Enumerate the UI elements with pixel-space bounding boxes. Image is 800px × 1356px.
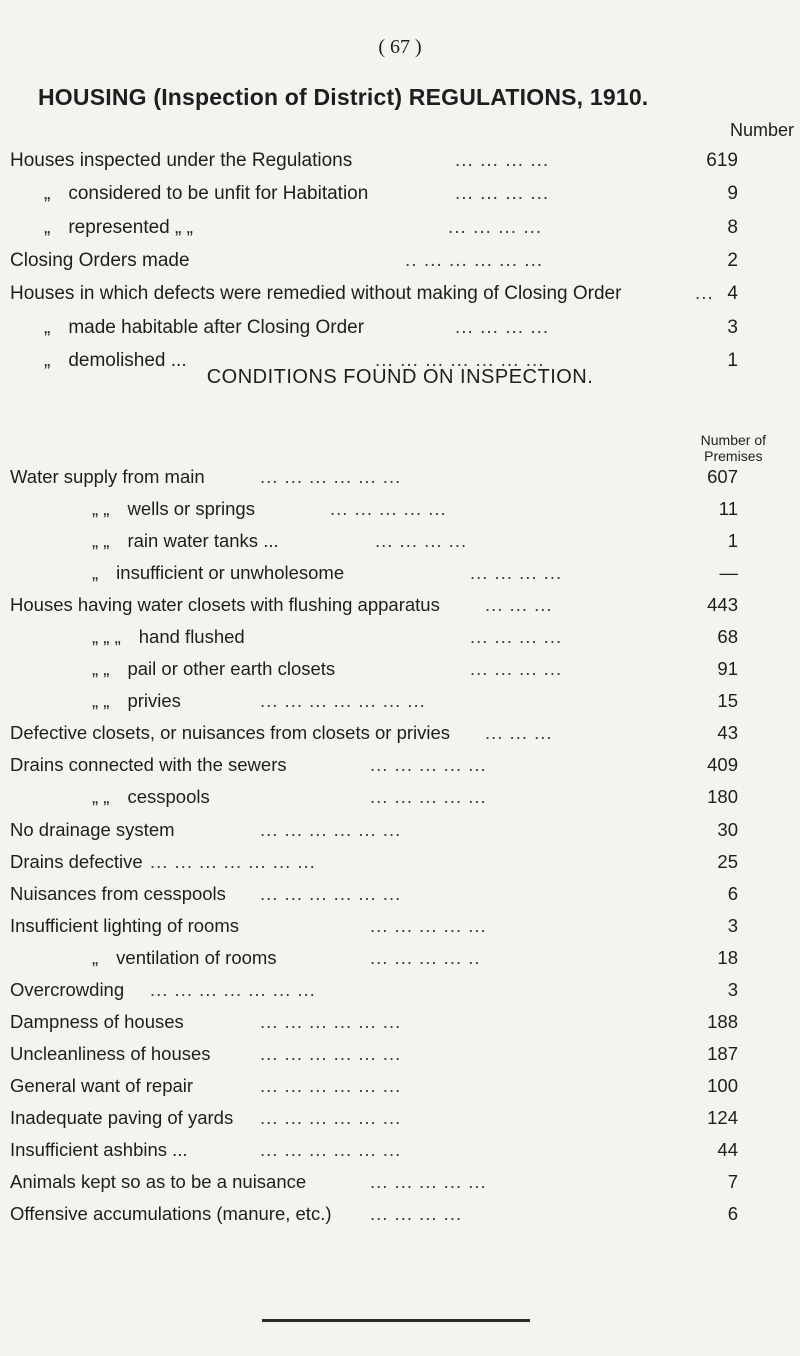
condition-value: 607 <box>707 466 738 487</box>
leader-dots: ... <box>695 283 714 305</box>
condition-value: 1 <box>727 530 738 552</box>
ditto-mark: „ „ <box>92 658 110 680</box>
ditto-mark: „ <box>44 316 51 338</box>
section-title-conditions: CONDITIONS FOUND ON INSPECTION. <box>206 366 594 388</box>
leader-dots: .. ... ... ... ... ... <box>405 250 544 272</box>
condition-label <box>92 622 245 652</box>
condition-label-text: insufficient or unwholesome <box>116 562 345 584</box>
condition-row <box>0 750 800 782</box>
regulation-value: 4 <box>727 283 738 305</box>
column-header-line-2: Premises <box>704 448 763 464</box>
condition-row <box>0 718 800 750</box>
condition-row <box>0 815 800 847</box>
condition-value: 3 <box>727 914 738 936</box>
condition-label-text: rain water tanks ... <box>127 530 279 552</box>
condition-row <box>0 1199 800 1231</box>
condition-value: 30 <box>717 818 738 840</box>
leader-dots: ... ... ... ... <box>370 1203 463 1225</box>
condition-label <box>10 590 440 620</box>
regulation-row <box>0 279 800 312</box>
condition-label-text: Dampness of houses <box>10 1010 184 1032</box>
condition-label-text: cesspools <box>127 786 210 808</box>
condition-value: 7 <box>727 1171 738 1193</box>
condition-row <box>0 590 800 622</box>
regulation-value: 2 <box>727 250 738 272</box>
regulation-row <box>0 146 800 179</box>
regulation-value: 9 <box>727 183 738 205</box>
condition-label-text: Water supply from main <box>10 466 205 487</box>
regulation-label-text: Houses in which defects were remedied without making of Closing Order <box>10 283 622 305</box>
condition-label-text: No drainage system <box>10 818 175 840</box>
condition-value: — <box>719 562 738 584</box>
condition-label-text: Drains connected with the sewers <box>10 754 287 776</box>
leader-dots: ... ... ... ... ... ... <box>260 1074 402 1096</box>
condition-row <box>0 847 800 879</box>
condition-label <box>10 718 450 748</box>
ditto-mark: „ <box>44 216 51 238</box>
regulation-label <box>44 179 368 209</box>
leader-dots: ... ... ... ... ... ... <box>260 466 402 487</box>
ditto-mark: „ <box>92 562 99 584</box>
closing-rule <box>262 1319 530 1322</box>
condition-value: 124 <box>707 1106 738 1128</box>
condition-label-text: Animals kept so as to be a nuisance <box>10 1171 307 1193</box>
regulation-label <box>44 313 364 343</box>
leader-dots: ... ... ... ... ... ... <box>260 818 402 840</box>
leader-dots: ... ... ... ... <box>455 183 550 205</box>
condition-label-text: privies <box>127 690 181 712</box>
condition-label-text: Insufficient ashbins ... <box>10 1138 188 1160</box>
leader-dots: ... ... ... ... <box>455 150 550 171</box>
column-header-premises <box>701 432 766 464</box>
condition-label-text: Offensive accumulations (manure, etc.) <box>10 1203 332 1225</box>
regulation-value: 619 <box>706 150 738 171</box>
leader-dots: ... ... ... ... ... ... ... <box>260 690 426 712</box>
condition-label <box>10 1071 193 1101</box>
leader-dots: ... ... ... ... <box>470 658 563 680</box>
condition-row <box>0 462 800 494</box>
condition-label-text: pail or other earth closets <box>127 658 336 680</box>
condition-label-text: Overcrowding <box>10 978 125 1000</box>
condition-label-text: Houses having water closets with flushing apparatus <box>10 594 440 616</box>
condition-label <box>10 1103 233 1133</box>
condition-label-text: ventilation of rooms <box>116 946 277 968</box>
condition-label <box>10 911 239 941</box>
condition-row <box>0 494 800 526</box>
condition-label <box>92 686 181 716</box>
leader-dots: ... ... ... ... ... <box>330 498 447 520</box>
conditions-list <box>0 462 800 1231</box>
regulation-row <box>0 213 800 246</box>
leader-dots: ... ... ... ... ... <box>370 1171 487 1193</box>
condition-value: 44 <box>717 1138 738 1160</box>
condition-value: 68 <box>717 626 738 648</box>
condition-row <box>0 686 800 718</box>
regulation-value: 8 <box>727 216 738 238</box>
regulation-label <box>10 279 621 309</box>
condition-label-text: General want of repair <box>10 1074 194 1096</box>
regulation-label-text: represented „ „ <box>68 216 193 238</box>
regulation-label <box>44 213 193 243</box>
condition-label <box>10 815 175 845</box>
condition-row <box>0 654 800 686</box>
page-title: HOUSING (Inspection of District) REGULATIONS, 1910. <box>38 84 649 110</box>
condition-label <box>10 1135 188 1165</box>
condition-row <box>0 1167 800 1199</box>
leader-dots: ... ... ... ... ... ... <box>260 1138 402 1160</box>
condition-value: 91 <box>717 658 738 680</box>
leader-dots: ... ... ... ... ... ... <box>260 1042 402 1064</box>
ditto-mark: „ „ <box>92 530 110 552</box>
condition-row <box>0 911 800 943</box>
condition-value: 100 <box>707 1074 738 1096</box>
condition-row <box>0 782 800 814</box>
ditto-mark: „ „ „ <box>92 626 121 648</box>
ditto-mark: „ „ <box>92 498 110 520</box>
leader-dots: ... ... ... ... ... ... ... <box>150 850 316 872</box>
condition-value: 15 <box>717 690 738 712</box>
condition-label <box>10 879 226 909</box>
leader-dots: ... ... ... ... <box>375 530 468 552</box>
condition-label <box>92 654 335 684</box>
regulation-label <box>10 146 352 176</box>
condition-label-text: hand flushed <box>138 626 245 648</box>
regulation-row <box>0 246 800 279</box>
regulation-label-text: Closing Orders made <box>10 250 190 272</box>
condition-label-text: Insufficient lighting of rooms <box>10 914 239 936</box>
regulation-label <box>10 246 190 276</box>
condition-label <box>92 526 279 556</box>
condition-label <box>10 975 124 1005</box>
condition-row <box>0 1103 800 1135</box>
condition-value: 6 <box>727 882 738 904</box>
condition-value: 6 <box>727 1203 738 1225</box>
condition-label-text: wells or springs <box>127 498 255 520</box>
condition-value: 180 <box>707 786 738 808</box>
condition-label <box>92 943 277 973</box>
page-number: ( 67 ) <box>378 36 422 58</box>
condition-value: 443 <box>707 594 738 616</box>
regulation-value: 3 <box>727 316 738 338</box>
regulation-label-text: considered to be unfit for Habitation <box>68 183 369 205</box>
leader-dots: ... ... ... ... .. <box>370 946 481 968</box>
condition-row <box>0 1135 800 1167</box>
condition-label <box>10 462 205 492</box>
leader-dots: ... ... ... ... ... ... ... <box>150 978 316 1000</box>
condition-row <box>0 1039 800 1071</box>
condition-value: 188 <box>707 1010 738 1032</box>
regulation-value: 1 <box>727 350 738 372</box>
condition-row <box>0 526 800 558</box>
condition-value: 187 <box>707 1042 738 1064</box>
condition-label <box>10 750 287 780</box>
leader-dots: ... ... ... ... <box>455 316 550 338</box>
condition-label <box>92 558 344 588</box>
leader-dots: ... ... ... ... ... ... <box>260 1106 402 1128</box>
condition-row <box>0 975 800 1007</box>
condition-label-text: Inadequate paving of yards <box>10 1106 234 1128</box>
leader-dots: ... ... ... ... ... <box>370 754 487 776</box>
leader-dots: ... ... ... ... <box>470 562 563 584</box>
regulation-label-text: demolished ... <box>68 350 187 372</box>
regulations-list <box>0 146 800 379</box>
ditto-mark: „ „ <box>92 786 110 808</box>
condition-value: 18 <box>717 946 738 968</box>
column-header-line-1: Number of <box>700 432 766 448</box>
condition-row <box>0 558 800 590</box>
ditto-mark: „ <box>44 350 51 372</box>
ditto-mark: „ <box>44 183 51 205</box>
condition-label-text: Uncleanliness of houses <box>10 1042 211 1064</box>
regulation-label-text: made habitable after Closing Order <box>68 316 365 338</box>
condition-label-text: Defective closets, or nuisances from closets or privies <box>10 722 451 744</box>
regulation-row <box>0 313 800 346</box>
condition-value: 3 <box>727 978 738 1000</box>
leader-dots: ... ... ... ... ... ... <box>260 1010 402 1032</box>
condition-value: 43 <box>717 722 738 744</box>
leader-dots: ... ... ... <box>485 594 553 616</box>
condition-value: 11 <box>718 498 738 520</box>
condition-row <box>0 1071 800 1103</box>
condition-label <box>92 782 210 812</box>
condition-label <box>10 1167 306 1197</box>
condition-value: 25 <box>717 850 738 872</box>
ditto-mark: „ „ <box>92 690 110 712</box>
leader-dots: ... ... ... ... ... <box>370 786 487 808</box>
condition-value: 409 <box>707 754 738 776</box>
leader-dots: ... ... ... ... ... <box>370 914 487 936</box>
leader-dots: ... ... ... ... ... ... <box>260 882 402 904</box>
leader-dots: ... ... ... <box>485 722 553 744</box>
condition-label-text: Nuisances from cesspools <box>10 882 226 904</box>
condition-row <box>0 879 800 911</box>
condition-label <box>10 1039 211 1069</box>
regulation-label-text: Houses inspected under the Regulations <box>10 150 353 171</box>
leader-dots: ... ... ... ... <box>470 626 563 648</box>
condition-label <box>10 1007 184 1037</box>
column-header-number: Number <box>729 120 794 140</box>
condition-label <box>10 847 143 877</box>
leader-dots: ... ... ... ... <box>448 216 543 238</box>
condition-label <box>10 1199 332 1229</box>
leader-dots: ... ... ... ... ... ... ... <box>375 350 545 372</box>
condition-row <box>0 622 800 654</box>
regulation-row <box>0 179 800 212</box>
condition-label <box>92 494 255 524</box>
ditto-mark: „ <box>92 946 99 968</box>
condition-row <box>0 943 800 975</box>
condition-label-text: Drains defective <box>10 850 143 872</box>
condition-row <box>0 1007 800 1039</box>
